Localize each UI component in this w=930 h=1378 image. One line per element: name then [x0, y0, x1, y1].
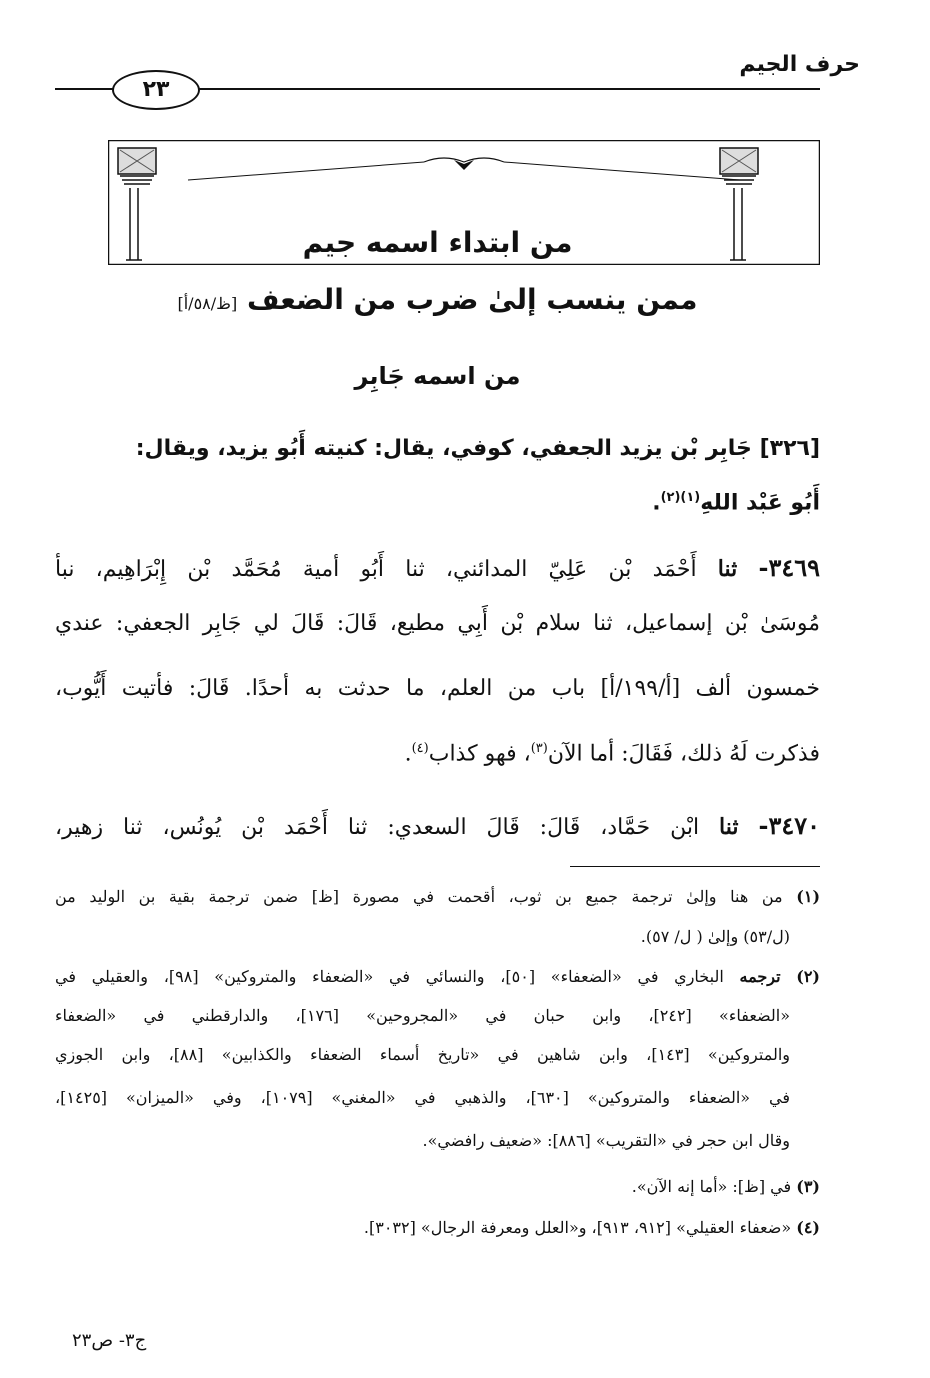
page-number-oval [112, 70, 200, 110]
footnote-text: «الضعفاء» [٢٤٢]، وابن حبان في «المجروحين» [١٧٦]، والدارقطني في «الضعفاء [55, 1006, 791, 1025]
footnote-text: «ضعفاء العقيلي» [٩١٢، ٩١٣]، و«العلل ومعرفة الرجال» [٣٠٣٢]. [363, 1218, 792, 1237]
entry-number: [٣٢٦] [759, 436, 820, 461]
hadith-text: ، فهو كذاب [428, 741, 531, 767]
footnote-number: (٤) [796, 1218, 820, 1237]
entry-header-line-2 [55, 490, 820, 515]
footnote-text: في «الضعفاء والمتروكين» [٦٣٠]، والذهبي في «المغني» [١٠٧٩]، وفي «الميزان» [١٤٢٥]، [55, 1088, 790, 1107]
hadith-text: ابْن حَمَّاد، قَالَ: قَالَ السعدي: ثنا أَحْمَد بْن يُونُس، ثنا زهير، [55, 815, 700, 840]
chapter-subtitle [55, 283, 820, 316]
footnote-4 [55, 1213, 820, 1243]
hadith-end: . [404, 741, 412, 767]
footnote-marker: (٤) [411, 741, 429, 756]
hadith-3469-line-1 [55, 553, 820, 582]
footnote-text: والمتروكين» [١٤٣]، وابن شاهين في «تاريخ أسماء الضعفاء والكذابين» [٨٨]، وابن الجوزي [55, 1045, 791, 1064]
manuscript-ref: [ظ/٥٨/أ] [177, 294, 238, 313]
chapter-subtitle-text: ممن ينسب إلىٰ ضرب من الضعف [246, 283, 698, 316]
hadith-3469-line-4 [55, 741, 820, 766]
entry-header-line-1 [55, 436, 820, 461]
footnote-separator [570, 866, 820, 867]
footnote-2-line-1 [55, 962, 820, 992]
hadith-3469-line-2 [55, 611, 820, 636]
page-number: ٢٣ [142, 77, 170, 102]
hadith-number: ٣٤٧٠- [758, 811, 820, 840]
hadith-text: أَحْمَد بْن عَلِيّ المدائني، ثنا أَبُو أمية مُحَمَّد بْن إِبْرَاهِيم، نبأ [55, 557, 697, 582]
footnote-1-line-1 [55, 882, 820, 912]
chapter-title: من ابتداء اسمه جيم [302, 226, 573, 259]
center-ornament-icon [424, 158, 504, 170]
hadith-thna: ثنا [717, 556, 738, 582]
footnote-2-line-2 [55, 1001, 790, 1031]
hadith-text: فذكرت لَهُ ذلك، فَقَالَ: أما الآن [547, 741, 820, 767]
footnote-2-line-4 [55, 1083, 790, 1113]
section-title: من اسمه جَابِر [354, 362, 521, 390]
running-header-title: حرف الجيم [739, 52, 860, 77]
footnote-text: وقال ابن حجر في «التقريب» [٨٨٦]: «ضعيف رافضي». [422, 1131, 790, 1150]
hadith-text: خمسون ألف [أ/١٩٩/أ] باب من العلم، ما حدثت به أحدًا. قَالَ: فأتيت أَيُّوب، [55, 676, 820, 701]
hadith-number: ٣٤٦٩- [758, 553, 820, 582]
footnote-text: البخاري في «الضعفاء» [٥٠]، والنسائي في «الضعفاء والمتروكين» [٩٨]، والعقيلي في [55, 967, 724, 986]
entry-text-1: جَابِر بْن يزيد الجعفي، كوفي، يقال: كنيته أَبُو يزيد، ويقال: [135, 436, 752, 461]
footnote-marker: (٣) [530, 741, 548, 756]
footnote-text: في [ظ]: «أما إنه الآن». [631, 1177, 792, 1196]
hadith-3469-line-3 [55, 676, 820, 701]
footnote-1-line-2 [55, 922, 790, 952]
hadith-3470-line-1 [55, 811, 820, 840]
footnote-lead: ترجمه [739, 967, 781, 986]
page-reference: ج٣- ص٢٣ [72, 1330, 147, 1351]
footnote-text: من هنا وإلىٰ ترجمة جميع بن ثوب، أقحمت في مصورة [ظ] ضمن ترجمة بقية بن الوليد من [55, 887, 783, 906]
footnote-2-line-5 [55, 1126, 790, 1156]
footnote-number: (١) [796, 887, 821, 906]
hadith-text: مُوسَىٰ بْن إسماعيل، ثنا سلام بْن أَبِي مطيع، قَالَ: قَالَ لي جَابِر الجعفي: عندي [55, 611, 820, 636]
footnote-text: (ل/٥٣) وإلىٰ ( ل/ ٥٧). [640, 927, 790, 946]
entry-text-2: أَبُو عَبْد اللهِ [700, 490, 820, 516]
hadith-thna: ثنا [719, 814, 739, 840]
footnote-number: (٢) [796, 967, 820, 986]
footnote-2-line-3 [55, 1040, 790, 1070]
footnote-3 [55, 1172, 820, 1202]
footnote-number: (٣) [796, 1177, 820, 1196]
footnote-marker: (١)(٢) [660, 490, 701, 505]
entry-end: . [652, 490, 661, 516]
